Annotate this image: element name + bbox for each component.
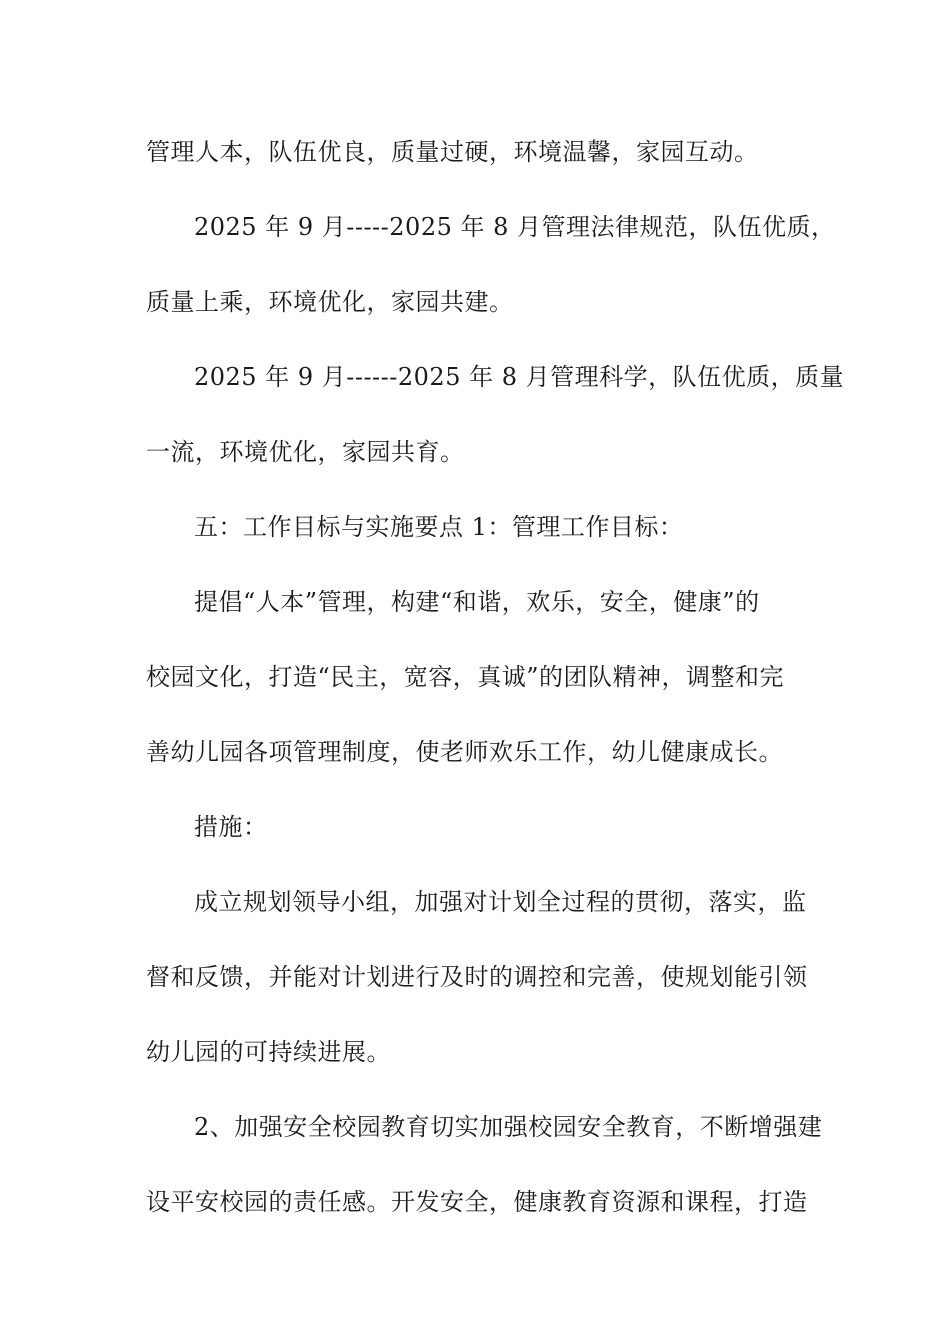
text-line: 2、加强安全校园教育切实加强校园安全教育，不断增强建 [194, 1113, 823, 1141]
text-line: 2025 年 9 月------2025 年 8 月管理科学，队伍优质，质量 [194, 363, 845, 391]
text-line: 督和反馈，并能对计划进行及时的调控和完善，使规划能引领 [146, 963, 808, 991]
text-line: 校园文化，打造“民主，宽容，真诚”的团队精神，调整和完 [146, 663, 785, 691]
subheading: 措施： [194, 813, 268, 841]
text-line: 管理人本，队伍优良，质量过硬，环境温馨，家园互动。 [146, 138, 759, 166]
text-line: 成立规划领导小组，加强对计划全过程的贯彻，落实，监 [194, 888, 807, 916]
text-line: 2025 年 9 月-----2025 年 8 月管理法律规范，队伍优质， [194, 213, 836, 241]
section-heading: 五：工作目标与实施要点 1：管理工作目标： [194, 513, 684, 541]
text-line: 一流，环境优化，家园共育。 [146, 438, 465, 466]
text-line: 提倡“人本”管理，构建“和谐，欢乐，安全，健康”的 [194, 588, 760, 616]
text-line: 善幼儿园各项管理制度，使老师欢乐工作，幼儿健康成长。 [146, 738, 783, 766]
text-line: 质量上乘，环境优化，家园共建。 [146, 288, 514, 316]
text-line: 幼儿园的可持续进展。 [146, 1038, 391, 1066]
text-line: 设平安校园的责任感。开发安全，健康教育资源和课程，打造 [146, 1188, 808, 1216]
